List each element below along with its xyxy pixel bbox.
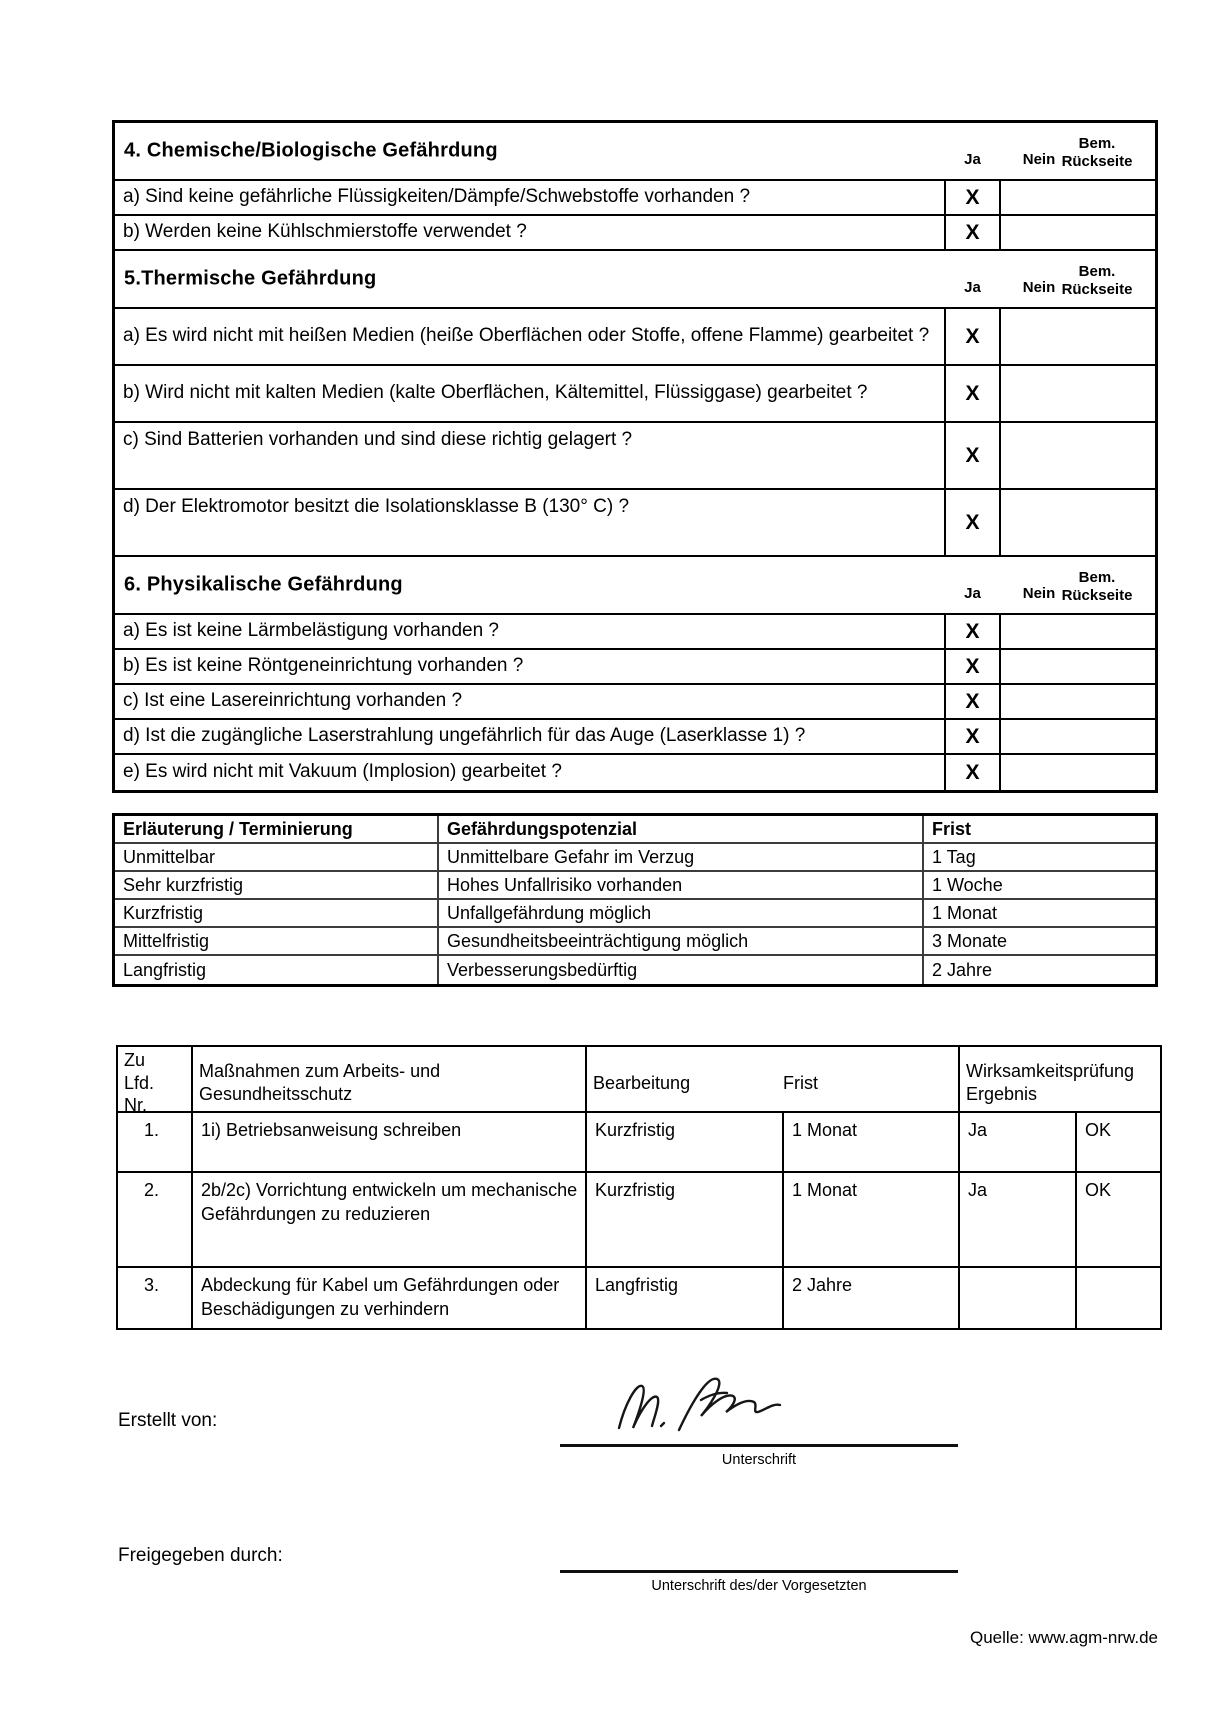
massnahmen-table (116, 1045, 1162, 1330)
massnahme-cell: Abdeckung für Kabel um Gefährdungen oder Beschädigungen zu verhindern (193, 1268, 587, 1328)
frist-cell: 1 Monat (784, 1113, 960, 1171)
table-row (115, 685, 1155, 720)
question-text: d) Der Elektromotor besitzt die Isolationsklasse B (130° C) ? (115, 490, 946, 555)
question-text: e) Es wird nicht mit Vakuum (Implosion) gearbeitet ? (115, 755, 946, 790)
terminierung-cell: Unmittelbar (115, 844, 439, 870)
lfd-nr-cell: 2. (118, 1173, 193, 1266)
question-text: a) Es ist keine Lärmbelästigung vorhanden ? (115, 615, 946, 648)
table-row (118, 1268, 1160, 1328)
question-text: a) Es wird nicht mit heißen Medien (heiße Oberflächen oder Stoffe, offene Flamme) gearbeitet ? (115, 309, 946, 364)
ja-checkbox-cell: X (946, 490, 1001, 555)
frist-cell: 1 Tag (932, 846, 976, 867)
wirksamkeit-cell: Ja (960, 1173, 1077, 1266)
frist-cell: 2 Jahre (784, 1268, 960, 1328)
terminierung-cell: Sehr kurzfristig (115, 872, 439, 898)
nein-bemerkung-cell (1001, 366, 1155, 421)
table-row (115, 423, 1155, 490)
nein-bemerkung-cell (1001, 755, 1155, 790)
created-by-label: Erstellt von: (118, 1410, 218, 1431)
frist-cell: 3 Monate (932, 930, 1008, 951)
frist-cell: 2 Jahre (932, 959, 993, 980)
nein-bemerkung-cell (1001, 181, 1155, 214)
terminierung-legend-table (112, 813, 1158, 987)
ja-checkbox-cell: X (946, 685, 1001, 718)
ja-checkbox-cell: X (946, 755, 1001, 790)
section-title: 6. Physikalische Gefährdung (124, 573, 403, 596)
table-header-row (118, 1047, 1160, 1113)
question-text: b) Wird nicht mit kalten Medien (kalte Oberflächen, Kältemittel, Flüssiggase) gearbeitet ? (115, 366, 946, 421)
nein-bemerkung-cell (1001, 720, 1155, 753)
signature-caption: Unterschrift (721, 1452, 797, 1468)
ja-checkbox-cell: X (946, 366, 1001, 421)
lfd-nr-cell: 1. (118, 1113, 193, 1171)
question-text: c) Ist eine Lasereinrichtung vorhanden ? (115, 685, 946, 718)
ja-checkbox-cell: X (946, 181, 1001, 214)
col-header-ja: Ja (964, 585, 981, 602)
table-row (115, 720, 1155, 755)
col-header-nein: Nein (1022, 151, 1056, 168)
table-row (115, 309, 1155, 366)
table-row (115, 872, 1155, 900)
section-header-physikalisch (115, 557, 1155, 615)
table-row (115, 216, 1155, 251)
signature-line (560, 1570, 958, 1573)
frist-cell: 1 Monat (784, 1173, 960, 1266)
question-text: b) Werden keine Kühlschmierstoffe verwendet ? (115, 216, 946, 249)
nein-bemerkung-cell (1001, 615, 1155, 648)
ergebnis-cell (1077, 1268, 1160, 1328)
nein-bemerkung-cell (1001, 309, 1155, 364)
nein-bemerkung-cell (1001, 650, 1155, 683)
nein-bemerkung-cell (1001, 490, 1155, 555)
lfd-nr-cell: 3. (118, 1268, 193, 1328)
source-reference: Quelle: www.agm-nrw.de (969, 1628, 1158, 1647)
header-frist: Frist (932, 818, 972, 839)
wirksamkeit-cell (960, 1268, 1077, 1328)
bearbeitung-cell: Langfristig (587, 1268, 784, 1328)
handwritten-signature (605, 1362, 795, 1447)
table-header-row (115, 816, 1155, 844)
table-row (115, 615, 1155, 650)
hazard-checklist-table (112, 120, 1158, 793)
table-row (118, 1173, 1160, 1268)
header-frist: Frist (783, 1072, 818, 1093)
potenzial-cell: Unfallgefährdung möglich (439, 900, 924, 926)
ja-checkbox-cell: X (946, 309, 1001, 364)
potenzial-cell: Verbesserungsbedürftig (439, 956, 924, 984)
table-row (115, 900, 1155, 928)
section-header-thermisch (115, 251, 1155, 309)
col-header-ja: Ja (964, 151, 981, 168)
header-bearbeitung-frist (587, 1047, 960, 1119)
table-row (115, 928, 1155, 956)
header-massnahmen: Maßnahmen zum Arbeits- und Gesundheitsschutz (193, 1047, 587, 1119)
col-header-bemerkung: Bem. Rückseite (1061, 134, 1133, 171)
terminierung-cell: Mittelfristig (115, 928, 439, 954)
ja-checkbox-cell: X (946, 216, 1001, 249)
signature-line (560, 1444, 958, 1447)
ja-checkbox-cell: X (946, 423, 1001, 488)
table-row (115, 844, 1155, 872)
massnahme-cell: 1i) Betriebsanweisung schreiben (193, 1113, 587, 1171)
wirksamkeit-cell: Ja (960, 1113, 1077, 1171)
table-row (115, 181, 1155, 216)
signature-caption: Unterschrift des/der Vorgesetzten (651, 1578, 867, 1594)
col-header-ja: Ja (964, 279, 981, 296)
bearbeitung-cell: Kurzfristig (587, 1113, 784, 1171)
terminierung-cell: Langfristig (115, 956, 439, 984)
nein-bemerkung-cell (1001, 216, 1155, 249)
section-title: 5.Thermische Gefährdung (124, 267, 377, 290)
header-gefaehrdungspotenzial: Gefährdungspotenzial (439, 816, 924, 842)
col-header-nein: Nein (1022, 279, 1056, 296)
ja-checkbox-cell: X (946, 720, 1001, 753)
col-header-bemerkung: Bem. Rückseite (1061, 568, 1133, 605)
ergebnis-cell: OK (1085, 1120, 1112, 1140)
potenzial-cell: Hohes Unfallrisiko vorhanden (439, 872, 924, 898)
header-lfd-nr: Zu Lfd. Nr. (118, 1047, 193, 1119)
table-row (115, 956, 1155, 984)
approved-by-label: Freigegeben durch: (118, 1545, 283, 1566)
section-header-chemisch (115, 123, 1155, 181)
table-row (115, 366, 1155, 423)
potenzial-cell: Gesundheitsbeeinträchtigung möglich (439, 928, 924, 954)
header-bearbeitung: Bearbeitung (593, 1072, 691, 1093)
frist-cell: 1 Woche (932, 874, 1003, 895)
massnahme-cell: 2b/2c) Vorrichtung entwickeln um mechanische Gefährdungen zu reduzieren (193, 1173, 587, 1266)
col-header-nein: Nein (1022, 585, 1056, 602)
frist-cell: 1 Monat (932, 902, 998, 923)
ergebnis-cell: OK (1085, 1180, 1112, 1200)
terminierung-cell: Kurzfristig (115, 900, 439, 926)
nein-bemerkung-cell (1001, 685, 1155, 718)
potenzial-cell: Unmittelbare Gefahr im Verzug (439, 844, 924, 870)
question-text: b) Es ist keine Röntgeneinrichtung vorhanden ? (115, 650, 946, 683)
col-header-bemerkung: Bem. Rückseite (1061, 262, 1133, 299)
question-text: d) Ist die zugängliche Laserstrahlung ungefährlich für das Auge (Laserklasse 1) ? (115, 720, 946, 753)
table-row (118, 1113, 1160, 1173)
bearbeitung-cell: Kurzfristig (587, 1173, 784, 1266)
header-erlaeuterung: Erläuterung / Terminierung (115, 816, 439, 842)
header-wirksamkeitspruefung: Wirksamkeitsprüfung Ergebnis (966, 1061, 1135, 1104)
table-row (115, 650, 1155, 685)
table-row (115, 755, 1155, 790)
question-text: c) Sind Batterien vorhanden und sind diese richtig gelagert ? (115, 423, 946, 488)
table-row (115, 490, 1155, 557)
question-text: a) Sind keine gefährliche Flüssigkeiten/Dämpfe/Schwebstoffe vorhanden ? (115, 181, 946, 214)
section-title: 4. Chemische/Biologische Gefährdung (124, 139, 498, 162)
ja-checkbox-cell: X (946, 650, 1001, 683)
ja-checkbox-cell: X (946, 615, 1001, 648)
nein-bemerkung-cell (1001, 423, 1155, 488)
